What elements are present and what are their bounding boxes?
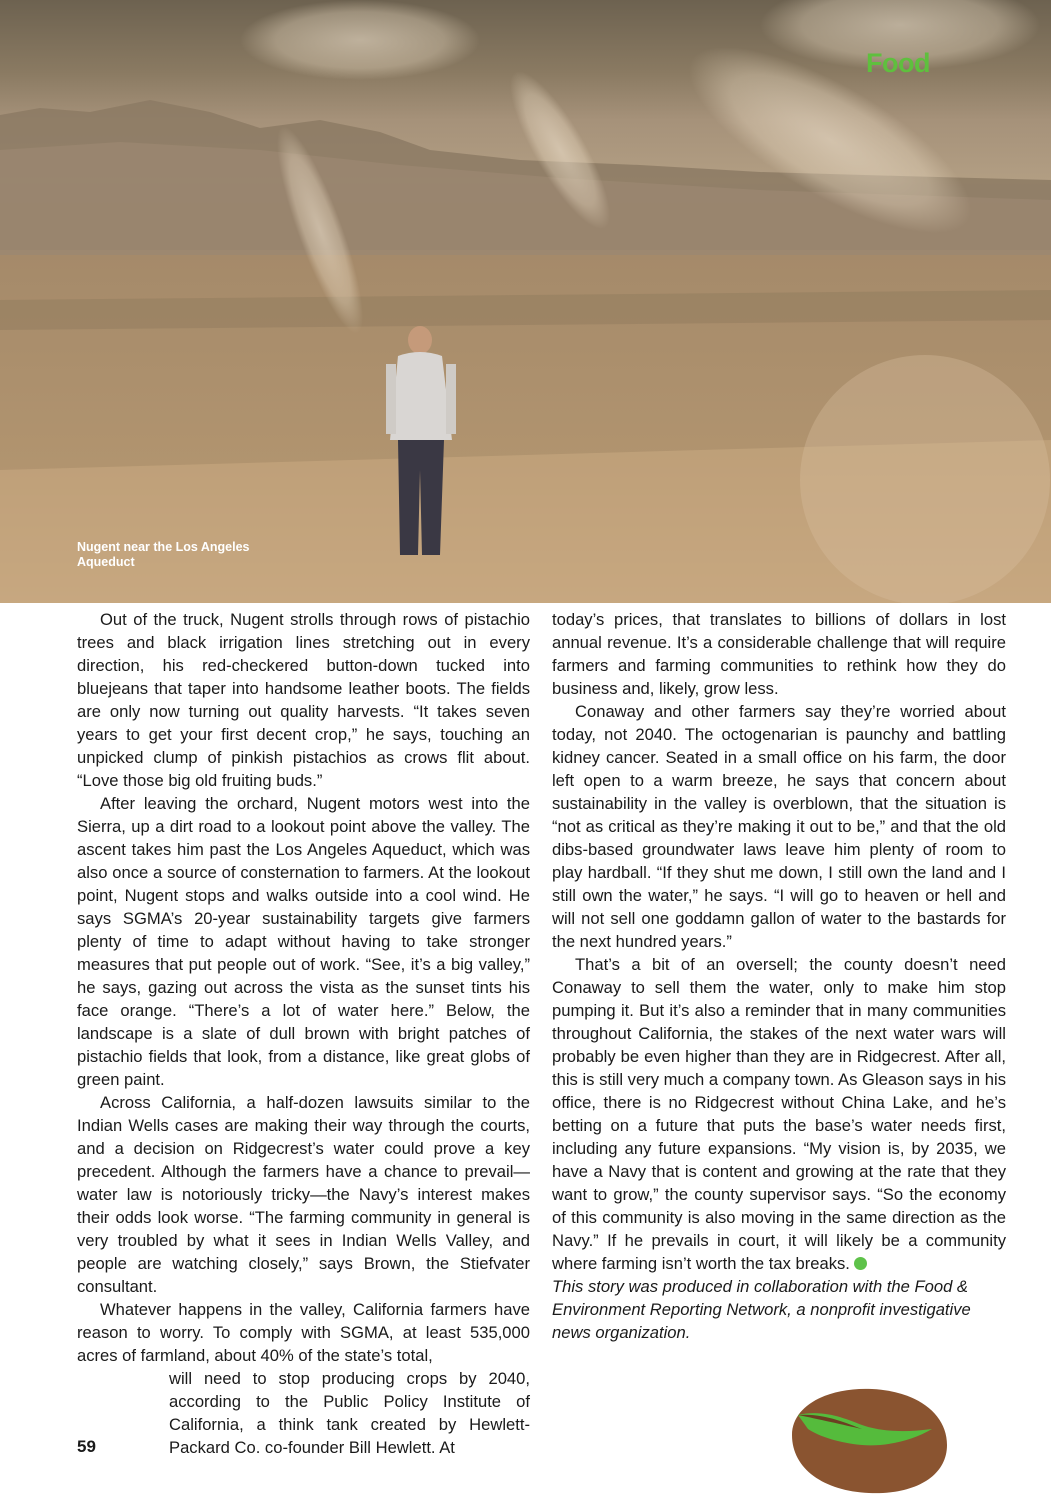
paragraph-continued: today’s prices, that translates to billions of dollars in lost annual revenue. It’s a considerable challenge that will require farmers and farming communities to rethink how they do business and, likely, grow less.: [552, 610, 1006, 698]
desert-landscape-illustration: [0, 0, 1051, 603]
end-mark-icon: [854, 1257, 867, 1270]
paragraph: [552, 953, 1006, 1275]
final-paragraph-text: That’s a bit of an oversell; the county doesn’t need Conaway to sell them the water, only to make him stop pumping it. But it’s also a reminder that in many communities throughout California, the stakes of the next water wars will probably be even higher than they are in Ridgecrest. After all, this is still very much a company town. As Gleason says in his office, there is no Ridgecrest without China Lake, and he’s betting on a future that puts the base’s water needs first, including any future expansions. “My vision is, by 2035, we have a Navy that is content and growing at the rate that they want to grow,” the county supervisor says. “So the economy of this community is also moving in the same direction as the Navy.” If he prevails in court, it will likely be a community where farming isn’t worth the tax breaks.: [552, 955, 1006, 1273]
page-number: 59: [77, 1437, 96, 1456]
pistachio-icon: [784, 1383, 954, 1503]
paragraph: After leaving the orchard, Nugent motors west into the Sierra, up a dirt road to a lookout point above the valley. The ascent takes him past the Los Angeles Aqueduct, which was also once a source of consternation to farmers. At the lookout point, Nugent stops and walks outside into a cool wind. He says SGMA’s 20-year sustainability targets give farmers plenty of time to adapt without having to take stronger measures that put people out of work. “See, it’s a big valley,” he says, gazing out across the vista as the sunset tints his face orange. “There’s a lot of water here.” Below, the landscape is a slate of dull brown with bright patches of pistachio fields that look, from a distance, like great globs of green paint.: [77, 794, 530, 1089]
paragraph: Out of the truck, Nugent strolls through rows of pistachio trees and black irrigation lines stretching out in every direction, his red-checkered button-down tucked into bluejeans that taper into handsome leather boots. The fields are only now turning out quality harvests. “It takes seven years to get your first decent crop,” he says, touching an unpicked clump of pinkish pistachios as crows flit about. “Love those big old fruiting buds.”: [77, 610, 530, 790]
section-label: Food: [866, 48, 930, 78]
hero-photo: [0, 0, 1051, 603]
paragraph: Whatever happens in the valley, California farmers have reason to worry. To comply with SGMA, at least 535,000 acres of farmland, about 40% of the state’s total,: [77, 1300, 530, 1365]
photo-caption: Nugent near the Los Angeles Aqueduct: [77, 540, 250, 569]
paragraph: Across California, a half-dozen lawsuits similar to the Indian Wells cases are making their way through the courts, and a decision on Ridgecrest’s water could prove a key precedent. Although the farmers have a chance to prevail—water law is notoriously tricky—the Navy’s interest makes their odds look worse. “The farming community in general is very troubled by what it sees in Indian Wells Valley, and people are watching closely,” says Brown, the Stiefvater consultant.: [77, 1093, 530, 1296]
paragraph: Conaway and other farmers say they’re worried about today, not 2040. The octogenarian is paunchy and battling kidney cancer. Seated in a small office on his farm, the door left open to a warm breeze, he says that concern about sustainability in the valley is overblown, that the situation is “not as critical as they’re making it out to be,” and that the old dibs-based groundwater laws leave him plenty of room to play hardball. “If they shut me down, I still own the land and I still own the water,” he says. “I will go to heaven or hell and will not sell one goddamn gallon of water to the bastards for the next hundred years.”: [552, 702, 1006, 951]
article-column-right: [552, 608, 1006, 1344]
article-column-left: [77, 608, 530, 1459]
paragraph-continued: will need to stop producing crops by 2040, according to the Public Policy Institute of California, a think tank created by Hewlett-Packard Co. co-founder Bill Hewlett. At: [169, 1369, 530, 1457]
story-credit: This story was produced in collaboration with the Food & Environment Reporting Network, a nonprofit investigative news organization.: [552, 1277, 971, 1342]
